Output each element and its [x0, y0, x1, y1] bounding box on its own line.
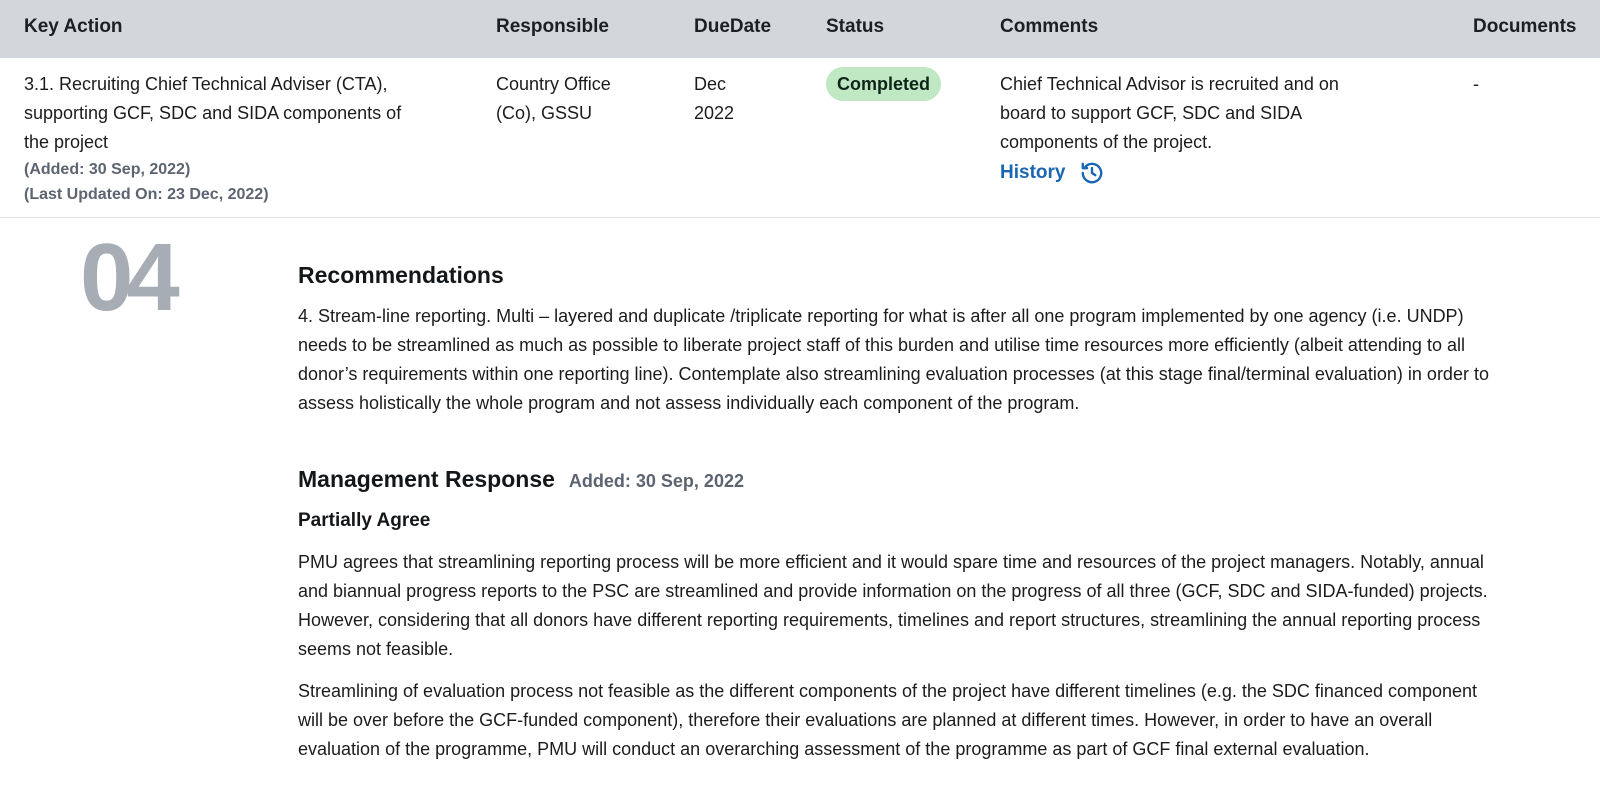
- due-date-line: 2022: [694, 103, 735, 123]
- table-header: [0, 0, 1600, 58]
- comment-line: components of the project.: [1000, 132, 1213, 152]
- response-verdict: Partially Agree: [298, 510, 431, 531]
- history-label: History: [1000, 162, 1066, 183]
- management-response-heading: [298, 466, 1590, 493]
- header-comments: Comments: [1000, 16, 1099, 37]
- last-updated-date: (Last Updated On: 23 Dec, 2022): [24, 186, 269, 203]
- management-response-added: Added: 30 Sep, 2022: [568, 471, 744, 491]
- due-date-cell: [694, 70, 814, 128]
- response-line: and biannual progress reports to the PSC are streamlined and provide information on the progress of all three (GCF, SDC and SIDA-funded) projects.: [298, 581, 1488, 601]
- response-paragraph-2: [298, 677, 1590, 764]
- header-documents: Documents: [1473, 16, 1577, 37]
- history-clock-icon: [1079, 160, 1105, 186]
- comment-line: board to support GCF, SDC and SIDA: [1000, 103, 1303, 123]
- documents-cell: -: [1473, 74, 1479, 94]
- responsible-line: (Co), GSSU: [496, 103, 593, 123]
- response-line: PMU agrees that streamlining reporting process will be more efficient and it would spare time and resources of the project managers. Notably, annual: [298, 552, 1484, 572]
- response-line: evaluation of the programme, PMU will conduct an overarching assessment of the programme as part of GCF final external evaluation.: [298, 739, 1370, 759]
- recommendations-title: Recommendations: [298, 262, 504, 288]
- responsible-cell: [496, 70, 686, 128]
- header-status: Status: [826, 16, 885, 37]
- management-response-section: [298, 466, 1590, 764]
- table-row: [0, 58, 1600, 218]
- key-action-cell: [24, 70, 484, 207]
- response-line: Streamlining of evaluation process not feasible as the different components of the project have different timelines (e.g. the SDC financed component: [298, 681, 1478, 701]
- recommendation-section: [298, 262, 1590, 418]
- recommendation-number: 04: [80, 224, 173, 331]
- header-due-date: DueDate: [694, 16, 772, 37]
- key-action-line: 3.1. Recruiting Chief Technical Adviser (CTA),: [24, 74, 388, 94]
- recommendation-line: donor’s requirements within one reporting line). Contemplate also streamlining evaluation processes (at this stage final/terminal evaluation) in order to: [298, 364, 1489, 384]
- recommendation-line: needs to be streamlined as much as possible to liberate project staff of this burden and utilise time resources more efficiently (albeit attending to all: [298, 335, 1465, 355]
- response-line: However, considering that all donors have different reporting requirements, timelines and report structures, streamlining the annual reporting process: [298, 610, 1481, 630]
- recommendation-line: assess holistically the whole program and not assess individually each component of the program.: [298, 393, 1080, 413]
- key-action-line: the project: [24, 132, 109, 152]
- header-responsible: Responsible: [496, 16, 609, 37]
- response-line: will be over before the GCF-funded component), therefore their evaluations are planned at different times. However, in order to have an overall: [298, 710, 1433, 730]
- due-date-line: Dec: [694, 74, 727, 94]
- header-key-action: Key Action: [24, 16, 123, 37]
- response-paragraph-1: [298, 548, 1590, 664]
- response-line: seems not feasible.: [298, 639, 454, 659]
- status-badge: Completed: [826, 67, 941, 101]
- management-response-title: Management Response: [298, 466, 555, 492]
- recommendation-line: 4. Stream-line reporting. Multi – layered and duplicate /triplicate reporting for what is after all one program implemented by one agency (i.e. UNDP): [298, 306, 1464, 326]
- comments-cell: [1000, 70, 1450, 187]
- comment-line: Chief Technical Advisor is recruited and on: [1000, 74, 1339, 94]
- responsible-line: Country Office: [496, 74, 611, 94]
- key-action-line: supporting GCF, SDC and SIDA components of: [24, 103, 402, 123]
- history-link[interactable]: [1000, 158, 1105, 187]
- added-date: (Added: 30 Sep, 2022): [24, 161, 191, 178]
- recommendation-text: [298, 302, 1590, 418]
